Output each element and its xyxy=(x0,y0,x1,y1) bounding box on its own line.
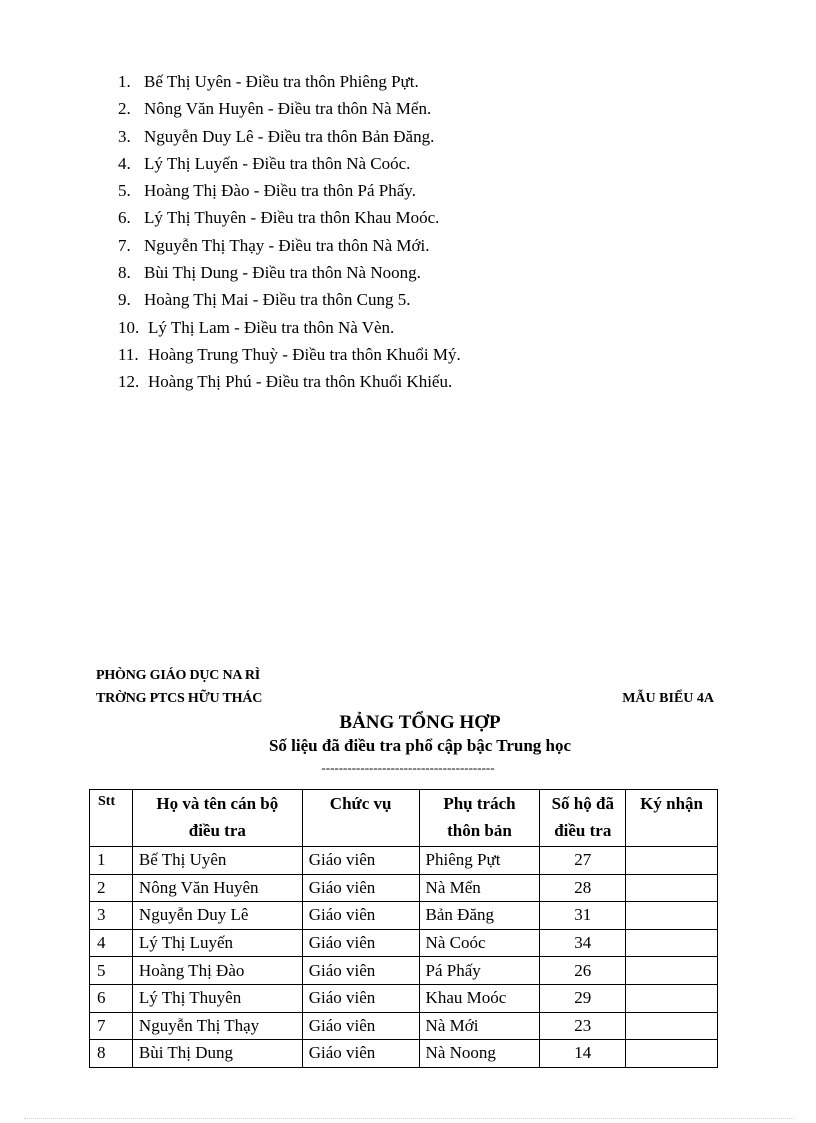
table-row xyxy=(90,874,718,902)
cell-position: Giáo viên xyxy=(302,1012,419,1040)
list-item: 9. Hoàng Thị Mai - Điều tra thôn Cung 5. xyxy=(118,290,411,310)
cell-name: Bùi Thị Dung xyxy=(132,1040,302,1068)
col-header-position: Chức vụ xyxy=(302,790,419,847)
summary-table xyxy=(89,789,718,1068)
cell-households: 26 xyxy=(540,957,626,985)
school-name: TRỜNG PTCS HỮU THÁC xyxy=(96,691,263,706)
cell-signature xyxy=(626,847,718,875)
table-row xyxy=(90,1012,718,1040)
cell-name: Hoàng Thị Đào xyxy=(132,957,302,985)
cell-position: Giáo viên xyxy=(302,957,419,985)
cell-signature xyxy=(626,1040,718,1068)
list-item: 10. Lý Thị Lam - Điều tra thôn Nà Vèn. xyxy=(118,317,395,337)
cell-households: 29 xyxy=(540,984,626,1012)
table-row xyxy=(90,929,718,957)
col-header-signature: Ký nhận xyxy=(626,790,718,847)
cell-signature xyxy=(626,957,718,985)
col-header-village: Phụ trách thôn bản xyxy=(419,790,540,847)
cell-stt: 6 xyxy=(90,984,133,1012)
cell-name: Nguyễn Thị Thạy xyxy=(132,1012,302,1040)
col-header-households: Số hộ đã điều tra xyxy=(540,790,626,847)
form-code: MẪU BIỂU 4A xyxy=(622,691,714,706)
cell-stt: 3 xyxy=(90,902,133,930)
cell-name: Nguyễn Duy Lê xyxy=(132,902,302,930)
separator-line: ---------------------------------------- xyxy=(321,760,495,775)
list-item: 8. Bùi Thị Dung - Điều tra thôn Nà Noong. xyxy=(118,263,421,283)
list-item: 7. Nguyễn Thị Thạy - Điều tra thôn Nà Mới. xyxy=(118,235,430,255)
list-item: 11. Hoàng Trung Thuỳ - Điều tra thôn Khuổi Mý. xyxy=(118,344,461,364)
cell-signature xyxy=(626,902,718,930)
cell-village: Nà Noong xyxy=(419,1040,540,1068)
cell-name: Lý Thị Luyến xyxy=(132,929,302,957)
cell-signature xyxy=(626,984,718,1012)
page-bottom-divider xyxy=(24,1118,794,1119)
list-item: 4. Lý Thị Luyến - Điều tra thôn Nà Coóc. xyxy=(118,153,411,173)
cell-position: Giáo viên xyxy=(302,984,419,1012)
assignment-list xyxy=(118,68,461,396)
cell-stt: 1 xyxy=(90,847,133,875)
page-subtitle: Số liệu đã điều tra phổ cập bậc Trung học xyxy=(268,736,572,755)
table-header-row xyxy=(90,790,718,847)
cell-name: Lý Thị Thuyên xyxy=(132,984,302,1012)
cell-households: 28 xyxy=(540,874,626,902)
cell-village: Bản Đăng xyxy=(419,902,540,930)
department-name: PHÒNG GIÁO DỤC NA RÌ xyxy=(96,668,261,683)
table-row xyxy=(90,902,718,930)
cell-position: Giáo viên xyxy=(302,847,419,875)
table-row xyxy=(90,984,718,1012)
cell-position: Giáo viên xyxy=(302,902,419,930)
col-header-stt: Stt xyxy=(90,790,133,847)
cell-stt: 8 xyxy=(90,1040,133,1068)
table-row xyxy=(90,957,718,985)
list-item: 5. Hoàng Thị Đào - Điều tra thôn Pá Phấy. xyxy=(118,181,416,201)
list-item: 3. Nguyễn Duy Lê - Điều tra thôn Bản Đăng. xyxy=(118,126,435,146)
table-row xyxy=(90,847,718,875)
list-item: 12. Hoàng Thị Phú - Điều tra thôn Khuổi Khiếu. xyxy=(118,372,453,392)
cell-village: Khau Moóc xyxy=(419,984,540,1012)
table-row xyxy=(90,1040,718,1068)
cell-signature xyxy=(626,929,718,957)
cell-signature xyxy=(626,1012,718,1040)
cell-village: Phiêng Pựt xyxy=(419,847,540,875)
list-item: 1. Bế Thị Uyên - Điều tra thôn Phiêng Pựt. xyxy=(118,72,419,91)
cell-name: Nông Văn Huyên xyxy=(132,874,302,902)
cell-households: 34 xyxy=(540,929,626,957)
cell-name: Bế Thị Uyên xyxy=(132,847,302,875)
cell-households: 27 xyxy=(540,847,626,875)
cell-stt: 4 xyxy=(90,929,133,957)
cell-households: 14 xyxy=(540,1040,626,1068)
cell-village: Nà Mển xyxy=(419,874,540,902)
cell-households: 23 xyxy=(540,1012,626,1040)
page-title: BẢNG TỔNG HỢP xyxy=(339,712,501,733)
list-item: 6. Lý Thị Thuyên - Điều tra thôn Khau Moóc. xyxy=(118,208,440,228)
cell-signature xyxy=(626,874,718,902)
col-header-name: Họ và tên cán bộ điều tra xyxy=(132,790,302,847)
cell-stt: 2 xyxy=(90,874,133,902)
cell-households: 31 xyxy=(540,902,626,930)
cell-position: Giáo viên xyxy=(302,929,419,957)
cell-village: Nà Mới xyxy=(419,1012,540,1040)
cell-stt: 7 xyxy=(90,1012,133,1040)
list-item: 2. Nông Văn Huyên - Điều tra thôn Nà Mển. xyxy=(118,99,432,119)
cell-position: Giáo viên xyxy=(302,874,419,902)
cell-village: Pá Phấy xyxy=(419,957,540,985)
cell-stt: 5 xyxy=(90,957,133,985)
cell-position: Giáo viên xyxy=(302,1040,419,1068)
cell-village: Nà Coóc xyxy=(419,929,540,957)
